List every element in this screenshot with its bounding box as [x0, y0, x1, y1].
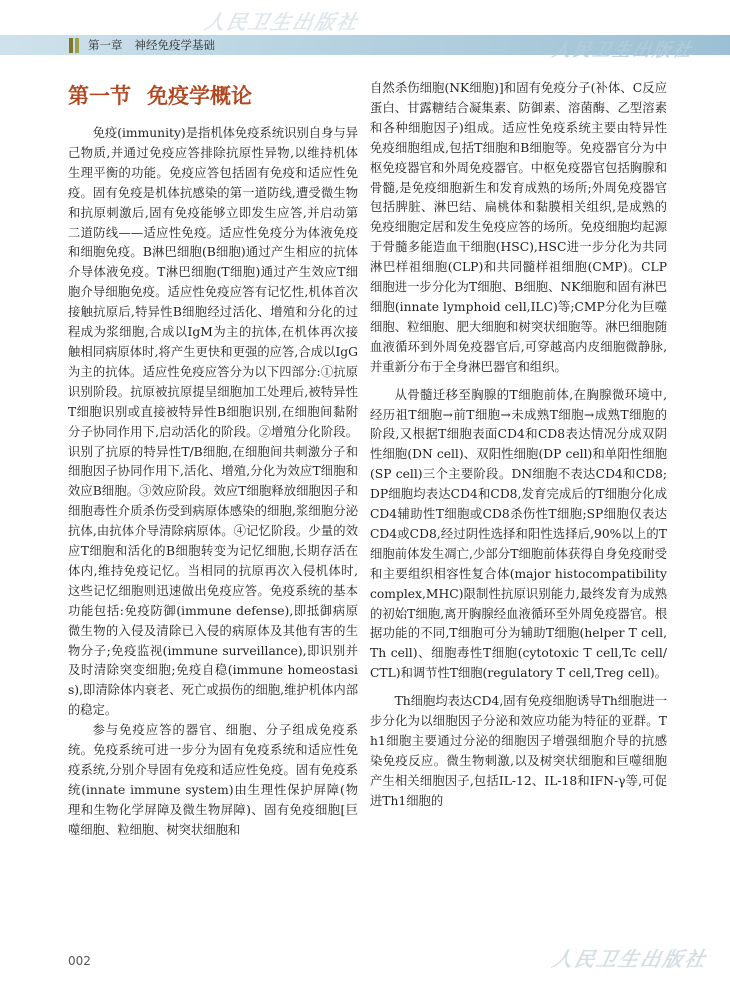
section-title: 免疫学概论 — [147, 84, 252, 108]
page-number: 002 — [68, 954, 91, 968]
header-marker — [69, 38, 73, 53]
watermark: 人民卫生出版社 — [550, 40, 695, 61]
chapter-label: 第一章 — [88, 38, 123, 52]
right-column — [370, 79, 667, 959]
chapter-title: 神经免疫学基础 — [134, 38, 215, 52]
left-column — [68, 124, 358, 944]
section-heading — [68, 82, 252, 110]
paragraph: Th细胞均表达CD4,固有免疫细胞诱导Th细胞进一步分化为以细胞因子分泌和效应功能为特征的亚群。Th1细胞主要通过分泌的细胞因子增强细胞介导的抗感染免疫反应。微生物刺激,以及树突状细胞和巨噬细胞产生相关细胞因子,包括IL-12、IL-18和IFN-γ等,可促进Th1细胞的 — [370, 694, 667, 808]
header-marker — [75, 38, 79, 53]
section-number: 第一节 — [68, 84, 131, 108]
running-header — [88, 36, 215, 54]
paragraph: 自然杀伤细胞(NK细胞)]和固有免疫分子(补体、C反应蛋白、甘露糖结合凝集素、防御素、溶菌酶、乙型溶素和各种细胞因子)组成。适应性免疫系统主要由特异性免疫细胞组成,包括T细胞和B细胞等。免疫器官分为中枢免疫器官和外周免疫器官。中枢免疫器官包括胸腺和骨髓,是免疫细胞新生和发育成熟的场所;外周免疫器官包括脾脏、淋巴结、扁桃体和黏膜相关组织,是成熟的免疫细胞定居和发生免疫应答的场所。免疫细胞均起源于骨髓多能造血干细胞(HSC),HSC进一步分化为共同淋巴样祖细胞(CLP)和共同髓样祖细胞(CMP)。CLP细胞进一步分化为T细胞、B细胞、NK细胞和固有淋巴细胞(innate lymphoid cell,ILC)等;CMP分化为巨噬细胞、粒细胞、肥大细胞和树突状细胞等。淋巴细胞随血液循环到外周免疫器官后,可穿越高内皮细胞微静脉,并重新分布于全身淋巴器官和组织。 — [370, 81, 667, 374]
paragraph: 参与免疫应答的器官、细胞、分子组成免疫系统。免疫系统可进一步分为固有免疫系统和适应性免疫系统,分别介导固有免疫和适应性免疫。固有免疫系统(innate immune system)由生理性保护屏障(物理和生物化学屏障及微生物屏障)、固有免疫细胞[巨噬细胞、粒细胞、树突状细胞和 — [68, 723, 358, 837]
paragraph: 免疫(immunity)是指机体免疫系统识别自身与异己物质,并通过免疫应答排除抗原性异物,以维持机体生理平衡的功能。免疫应答包括固有免疫和适应性免疫。固有免疫是机体抗感染的第一道防线,遭受微生物和抗原刺激后,固有免疫能够立即发生应答,并启动第二道防线——适应性免疫。适应性免疫分为体液免疫和细胞免疫。B淋巴细胞(B细胞)通过产生相应的抗体介导体液免疫。T淋巴细胞(T细胞)通过产生效应T细胞介导细胞免疫。适应性免疫应答有记忆性,机体首次接触抗原后,特异性B细胞经过活化、增殖和分化的过程成为浆细胞,合成以IgM为主的抗体,在机体再次接触相同病原体时,将产生更快和更强的应答,合成以IgG为主的抗体。适应性免疫应答分为以下四部分:①抗原识别阶段。抗原被抗原提呈细胞加工处理后,被特异性T细胞识别或直接被特异性B细胞识别,在细胞间黏附分子协同作用下,启动活化的阶段。②增殖分化阶段。识别了抗原的特异性T/B细胞,在细胞间共刺激分子和细胞因子协同作用下,活化、增殖,分化为效应T细胞和效应B细胞。③效应阶段。效应T细胞释放细胞因子和细胞毒性介质杀伤受到病原体感染的细胞,浆细胞分泌抗体,由抗体介导清除病原体。④记忆阶段。少量的效应T细胞和活化的B细胞转变为记忆细胞,长期存活在体内,维持免疫记忆。当相同的抗原再次入侵机体时,这些记忆细胞则迅速做出免疫应答。免疫系统的基本功能包括:免疫防御(immune defense),即抵御病原微生物的入侵及清除已入侵的病原体及其他有害的生物分子;免疫监视(immune surveillance),即识别并及时清除突变细胞;免疫自稳(immune homeostasis),即清除体内衰老、死亡或损伤的细胞,维护机体内部的稳定。 — [68, 126, 358, 718]
watermark: 人民卫生出版社 — [550, 947, 710, 971]
paragraph: 从骨髓迁移至胸腺的T细胞前体,在胸腺微环境中,经历祖T细胞→前T细胞→未成熟T细胞→成熟T细胞的阶段,又根据T细胞表面CD4和CD8表达情况分成双阴性细胞(DN cell)、双阳性细胞(DP cell)和单阳性细胞(SP cell)三个主要阶段。DN细胞不表达CD4和CD8;DP细胞均表达CD4和CD8,发育完成后的T细胞分化成CD4辅助性T细胞或CD8杀伤性T细胞;SP细胞仅表达CD4或CD8,经过阴性选择和阳性选择后,90%以上的T细胞前体发生凋亡,少部分T细胞前体获得自身免疫耐受和主要组织相容性复合体(major histocompatibility complex,MHC)限制性抗原识别能力,最终发育为成熟的初始T细胞,离开胸腺经血液循环至外周免疫器官。根据功能的不同,T细胞可分为辅助T细胞(helper T cell,Th cell)、细胞毒性T细胞(cytotoxic T cell,Tc cell/CTL)和调节性T细胞(regulatory T cell,Treg cell)。 — [370, 387, 667, 681]
watermark: 人民卫生出版社 — [202, 10, 362, 34]
